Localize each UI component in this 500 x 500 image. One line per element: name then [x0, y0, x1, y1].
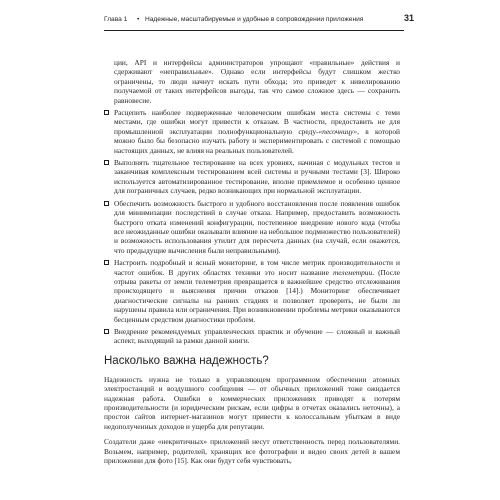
chapter-label: Глава 1	[104, 16, 128, 23]
header-separator: •	[137, 16, 140, 23]
item-emphasis: телеметрии	[332, 267, 373, 277]
item-text: Обеспечить возможность быстрого и удобного восстановления после появления ошибок для минимизации последствий в случае отказа. Например, предоставить возможность быстрого отката изменений конфигурации, постепенное внедрение нового кода (чтобы все неожиданные ошибки оказывали влияние на небольшое подмножество пользователей) и возможность использования утилит для пересчета данных (на случай, если окажется, что предыдущие вычисления были неправильными).	[114, 198, 400, 255]
body-paragraph: Создатели даже «некритичных» приложений несут ответственность перед пользователями. Возьмем, например, родителей, хранящих все фотографии и видео своих детей в вашем приложении для фото [15]. Как они будут себя чувствовать,	[104, 437, 400, 466]
body-paragraph: Надежность нужна не только в управляющем программном обеспечении атомных электростанций и воздушного сообщения — от обычных приложений тоже ожидается надежная работа. Ошибки в коммерческих приложениях приводят к потерям производительности (и юридическим рискам, если цифры в отчетах оказались неточны), а простои сайтов интернет-магазинов могут привести к колоссальным убыткам в виде недополученных доходов и ущерба для репутации.	[104, 374, 400, 431]
page-body	[104, 58, 400, 465]
item-text: Выполнять тщательное тестирование на всех уровнях, начиная с модульных тестов и заканчивая комплексным тестированием всей системы и ручными тестами [3]. Широко используется автоматизированное тестирование, вполне приемлемое и особенно ценное для пограничных случаев, редко возникающих при нормальной эксплуатации.	[114, 158, 400, 196]
item-text: Расцепить наиболее подверженные человеческим ошибкам места системы с теми местами, где ошибки могут привести к отказам. В частности, предоставить не для промышленной эксплуатации полнофункциональную среду-	[114, 108, 400, 136]
header-rule	[104, 30, 404, 31]
checkbox-bullet-icon	[104, 260, 109, 265]
checkbox-bullet-icon	[104, 160, 109, 165]
page-number: 31	[403, 13, 414, 23]
list-item	[104, 199, 400, 255]
checkbox-bullet-icon	[104, 201, 109, 206]
list-item	[104, 158, 400, 196]
checkbox-bullet-icon	[104, 329, 109, 334]
item-text: . (После отрыва ракеты от земли телеметрия превращается в важнейшее средство отслеживания происходящего и выяснения причин отказов [14].) Мониторинг обеспечивает диагностические сигналы на ранних стадиях и позволяет проверить, не были ли нарушены правила или ограничения. При возникновении проблемы метрики оказываются бесценным средством диагностики проблем.	[114, 267, 400, 324]
item-text: Настроить подробный и ясный мониторинг, в том числе метрик производительности и частот ошибок. В других областях техники это носит название	[114, 258, 400, 277]
item-text: Внедрение рекомендуемых управленческих практик и обучение — сложный и важный аспект, выходящий за рамки данной книги.	[114, 326, 400, 346]
running-header	[104, 13, 414, 26]
list-item	[104, 258, 400, 324]
item-text: , в которой можно было бы безопасно изучать работу и экспериментировать с системой с помощью настоящих данных, не влияя на реальных пользователей.	[114, 126, 400, 155]
list-item	[104, 108, 400, 155]
item-emphasis: «песочницу»	[318, 126, 358, 136]
section-heading: Насколько важна надежность?	[104, 354, 269, 367]
list-item	[104, 327, 400, 346]
checkbox-bullet-icon	[104, 110, 109, 115]
chapter-title: Надежные, масштабируемые и удобные в сопровождении приложения	[145, 16, 364, 23]
continued-paragraph: ции, API и интерфейсы администраторов упрощают «правильные» действия и сдерживают «неправильные». Однако если интерфейсы будут слишком жестко ограничены, то люди начнут искать пути обхода; это приведет к нивелированию получаемой от таких интерфейсов выгоды, так что самое сложное здесь — сохранить равновесие.	[114, 58, 400, 105]
